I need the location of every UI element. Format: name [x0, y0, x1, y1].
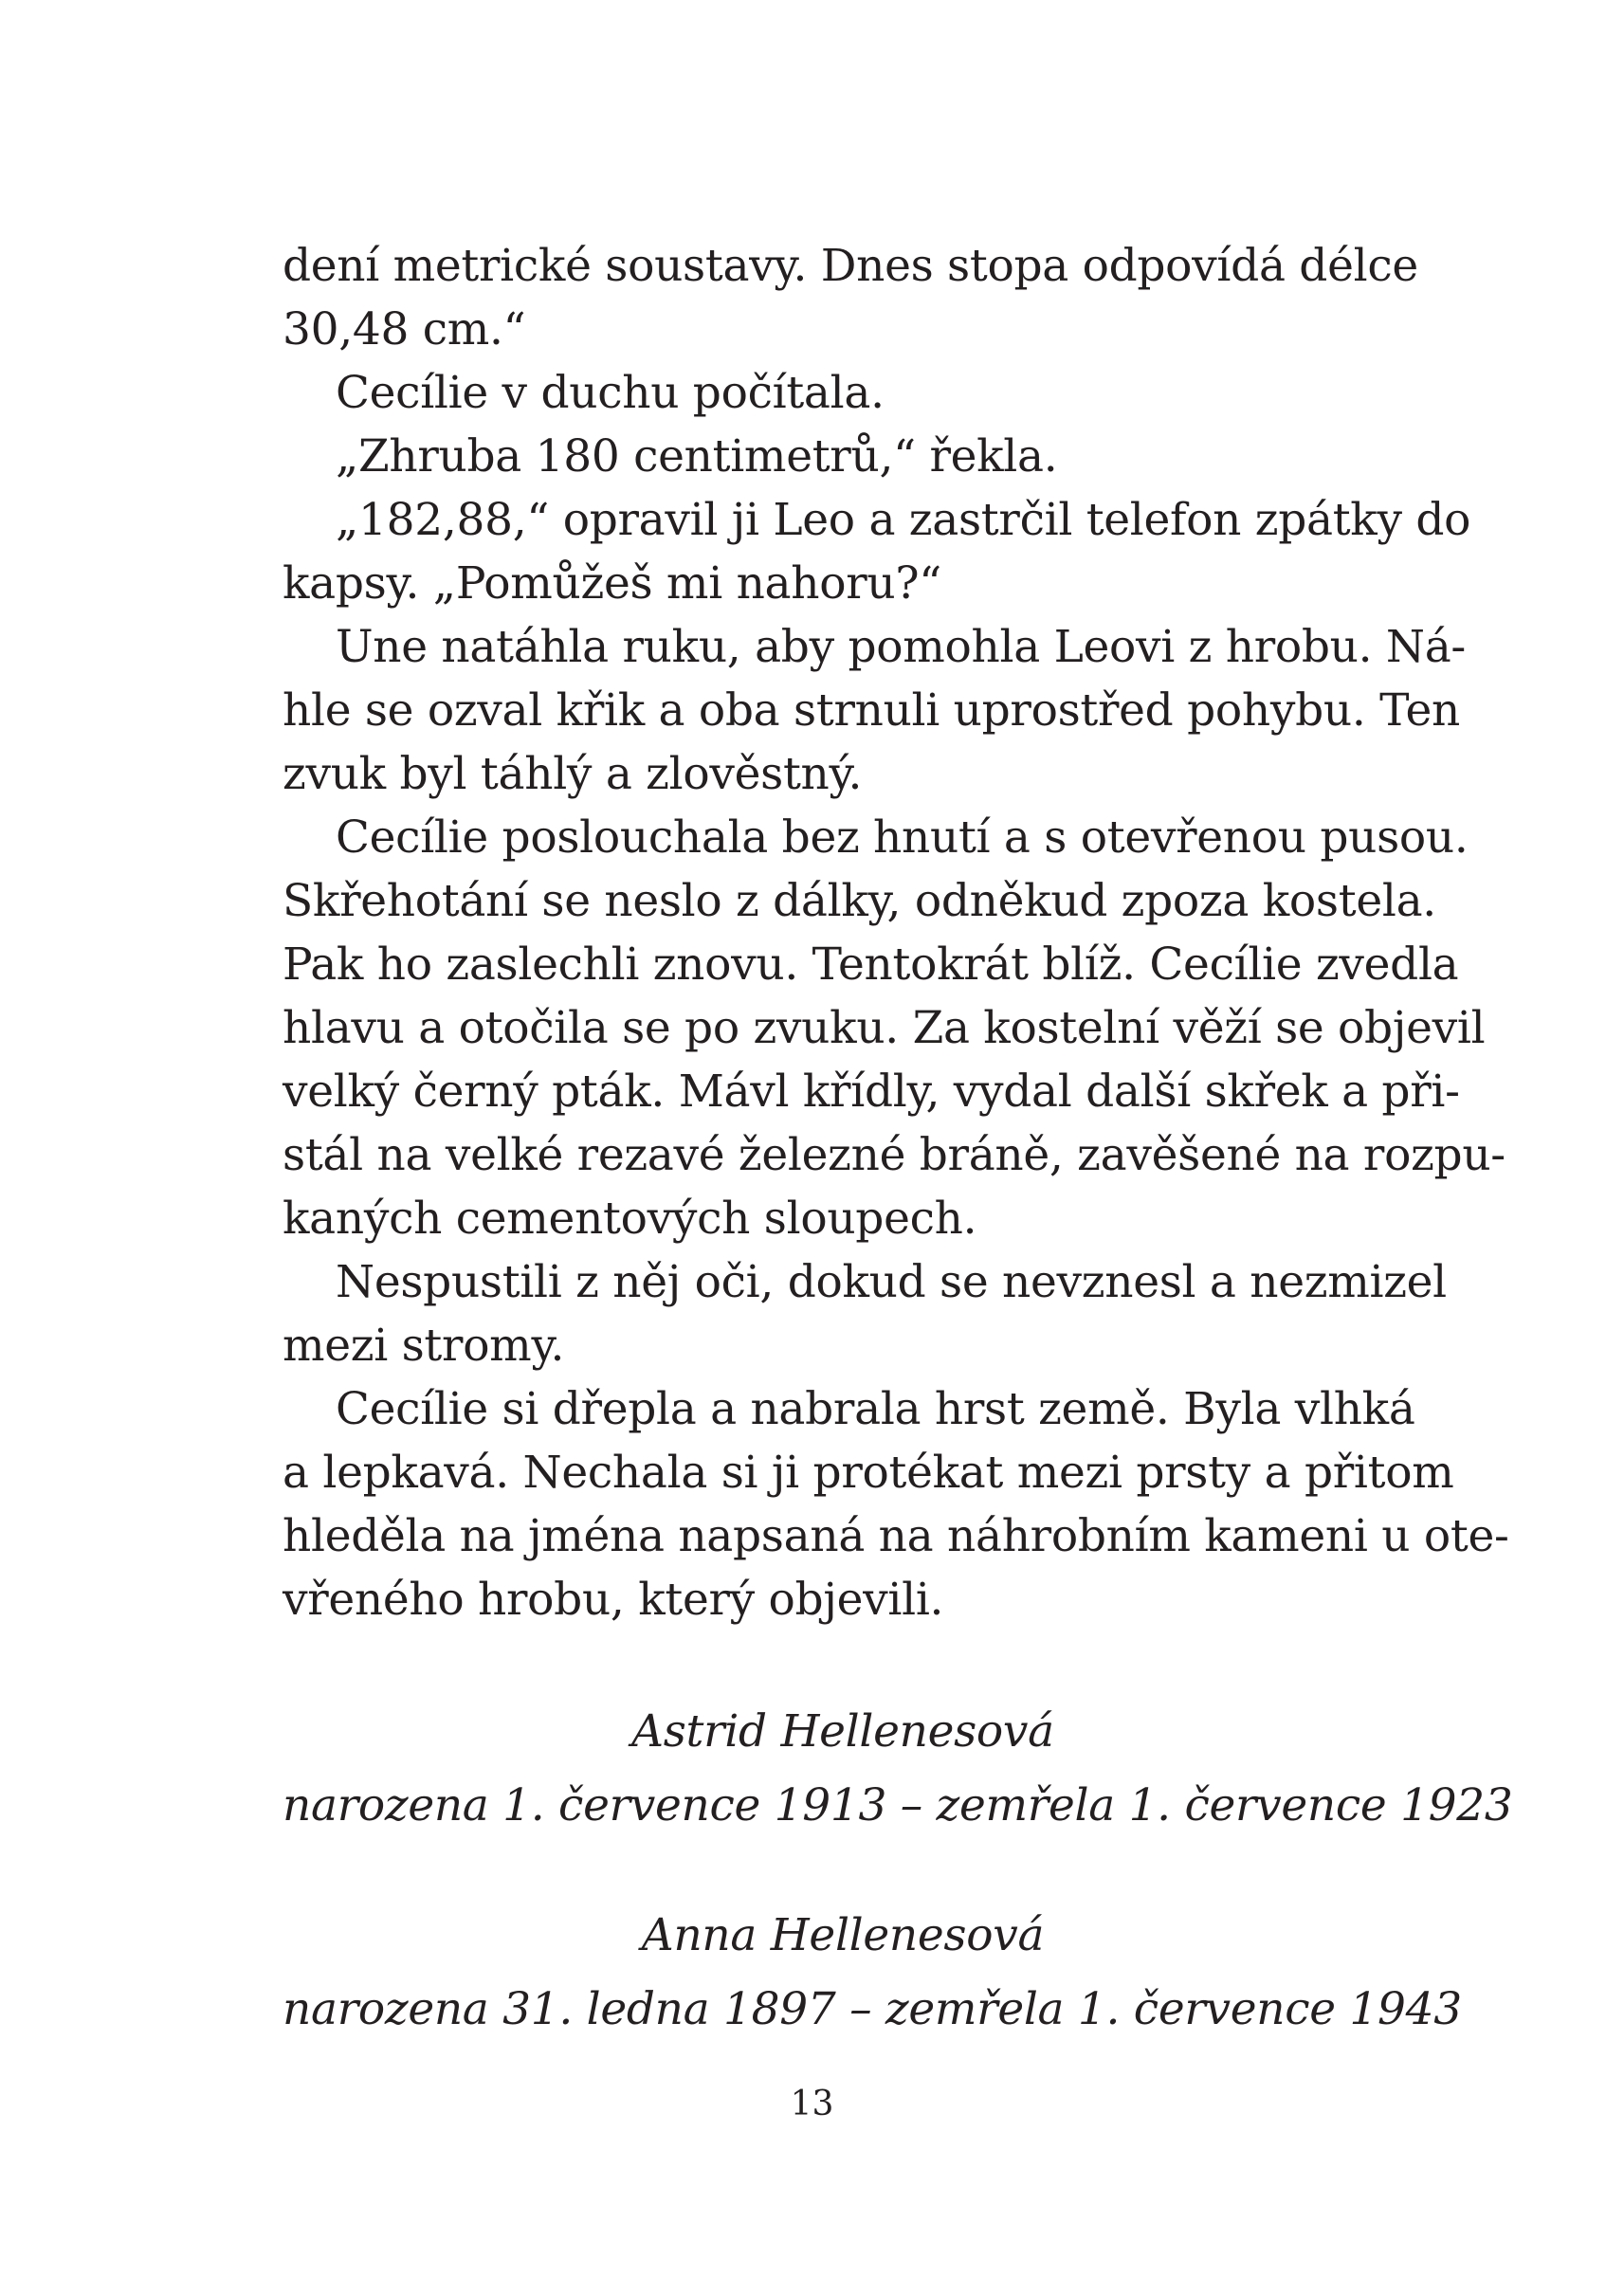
page-number: 13: [790, 2085, 834, 2123]
text-line: a lepkavá. Nechala si ji protékat mezi prsty a přitom: [283, 1447, 1454, 1499]
text-line: Nespustili z něj oči, dokud se nevznesl a nezmizel: [336, 1256, 1447, 1308]
text-line: stál na velké rezavé železné bráně, zavěšené na rozpu-: [283, 1129, 1505, 1181]
text-line: Pak ho zaslechli znovu. Tentokrát blíž. Cecílie zvedla: [283, 938, 1459, 991]
epitaph-dates: narozena 1. července 1913 – zemřela 1. července 1923: [283, 1779, 1513, 1831]
text-line: dení metrické soustavy. Dnes stopa odpovídá délce: [283, 240, 1418, 292]
text-line: Une natáhla ruku, aby pomohla Leovi z hrobu. Ná-: [336, 621, 1467, 673]
text-line: „182,88,“ opravil ji Leo a zastrčil telefon zpátky do: [336, 494, 1471, 546]
epitaph-dates: narozena 31. ledna 1897 – zemřela 1. července 1943: [283, 1983, 1462, 2035]
text-line: kapsy. „Pomůžeš mi nahoru?“: [283, 557, 941, 610]
text-line: Cecílie poslouchala bez hnutí a s otevřenou pusou.: [336, 811, 1469, 864]
text-line: vřeného hrobu, který objevili.: [283, 1574, 944, 1626]
text-line: hleděla na jména napsaná na náhrobním kameni u ote-: [283, 1510, 1509, 1562]
text-line: hlavu a otočila se po zvuku. Za kostelní věží se objevil: [283, 1002, 1486, 1054]
epitaph-astrid: [283, 1695, 1513, 1843]
text-line: kaných cementových sloupech.: [283, 1193, 977, 1245]
text-line: mezi stromy.: [283, 1320, 565, 1372]
text-line: 30,48 cm.“: [283, 303, 526, 355]
text-line: zvuk byl táhlý a zlověstný.: [283, 748, 863, 800]
text-line: „Zhruba 180 centimetrů,“ řekla.: [336, 430, 1058, 483]
text-line: velký černý pták. Mávl křídly, vydal další skřek a při-: [283, 1066, 1460, 1118]
text-line: Skřehotání se neslo z dálky, odněkud zpoza kostela.: [283, 875, 1436, 927]
text-line: Cecílie si dřepla a nabrala hrst země. Byla vlhká: [336, 1383, 1415, 1435]
epitaph-anna: [283, 1899, 1462, 2047]
text-line: Cecílie v duchu počítala.: [336, 367, 885, 419]
epitaph-name: Astrid Hellenesová: [631, 1705, 1054, 1758]
body-text: [283, 234, 1509, 1631]
epitaph-name: Anna Hellenesová: [641, 1909, 1045, 1961]
text-line: hle se ozval křik a oba strnuli uprostřed pohybu. Ten: [283, 684, 1461, 737]
